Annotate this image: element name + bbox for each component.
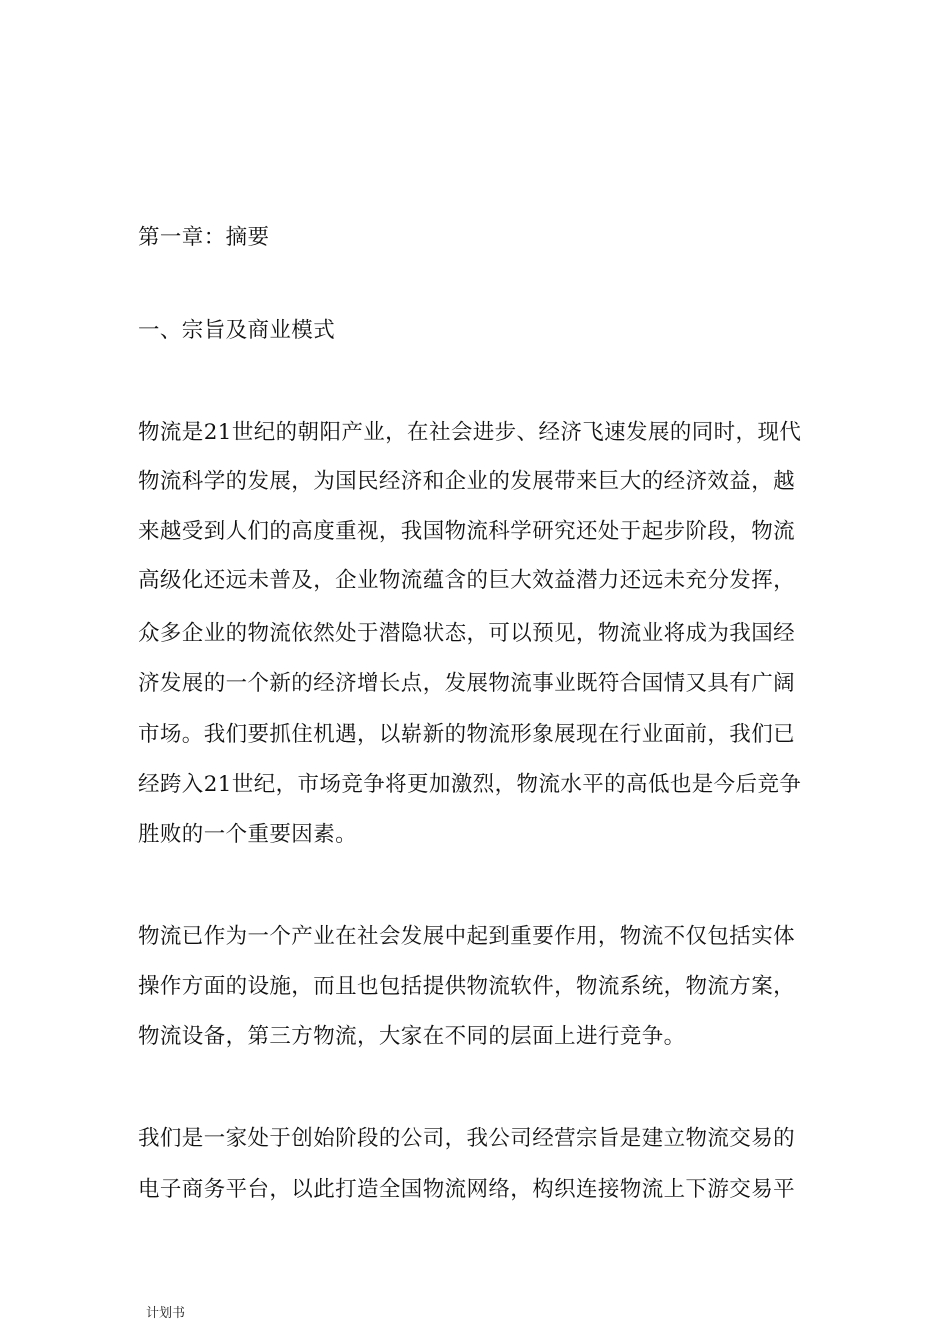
paragraph-line: 来越受到人们的高度重视，我国物流科学研究还处于起步阶段，物流: [138, 519, 796, 544]
paragraph-line: 物流已作为一个产业在社会发展中起到重要作用，物流不仅包括实体: [138, 924, 796, 949]
section-title: 一、宗旨及商业模式: [138, 318, 336, 343]
paragraph-line: 众多企业的物流依然处于潜隐状态，可以预见，物流业将成为我国经: [138, 621, 796, 646]
paragraph-line: 高级化还远未普及，企业物流蕴含的巨大效益潜力还远未充分发挥，: [138, 568, 796, 593]
chapter-title: 第一章：摘要: [138, 225, 270, 250]
page-footer: 计划书: [146, 1306, 186, 1321]
paragraph-line: 经跨入21世纪，市场竞争将更加激烈，物流水平的高低也是今后竞争: [138, 772, 802, 797]
paragraph-line: 操作方面的设施，而且也包括提供物流软件，物流系统，物流方案，: [138, 974, 796, 999]
paragraph-line: 电子商务平台，以此打造全国物流网络，构织连接物流上下游交易平: [138, 1177, 796, 1202]
paragraph-line: 胜败的一个重要因素。: [138, 822, 358, 847]
paragraph-line: 物流设备，第三方物流，大家在不同的层面上进行竞争。: [138, 1024, 686, 1049]
paragraph-line: 市场。我们要抓住机遇，以崭新的物流形象展现在行业面前，我们已: [138, 722, 796, 747]
paragraph-line: 物流是21世纪的朝阳产业，在社会进步、经济飞速发展的同时，现代: [138, 420, 802, 445]
paragraph-line: 济发展的一个新的经济增长点，发展物流事业既符合国情又具有广阔: [138, 671, 796, 696]
paragraph-line: 我们是一家处于创始阶段的公司，我公司经营宗旨是建立物流交易的: [138, 1126, 796, 1151]
paragraph-line: 物流科学的发展，为国民经济和企业的发展带来巨大的经济效益，越: [138, 469, 796, 494]
